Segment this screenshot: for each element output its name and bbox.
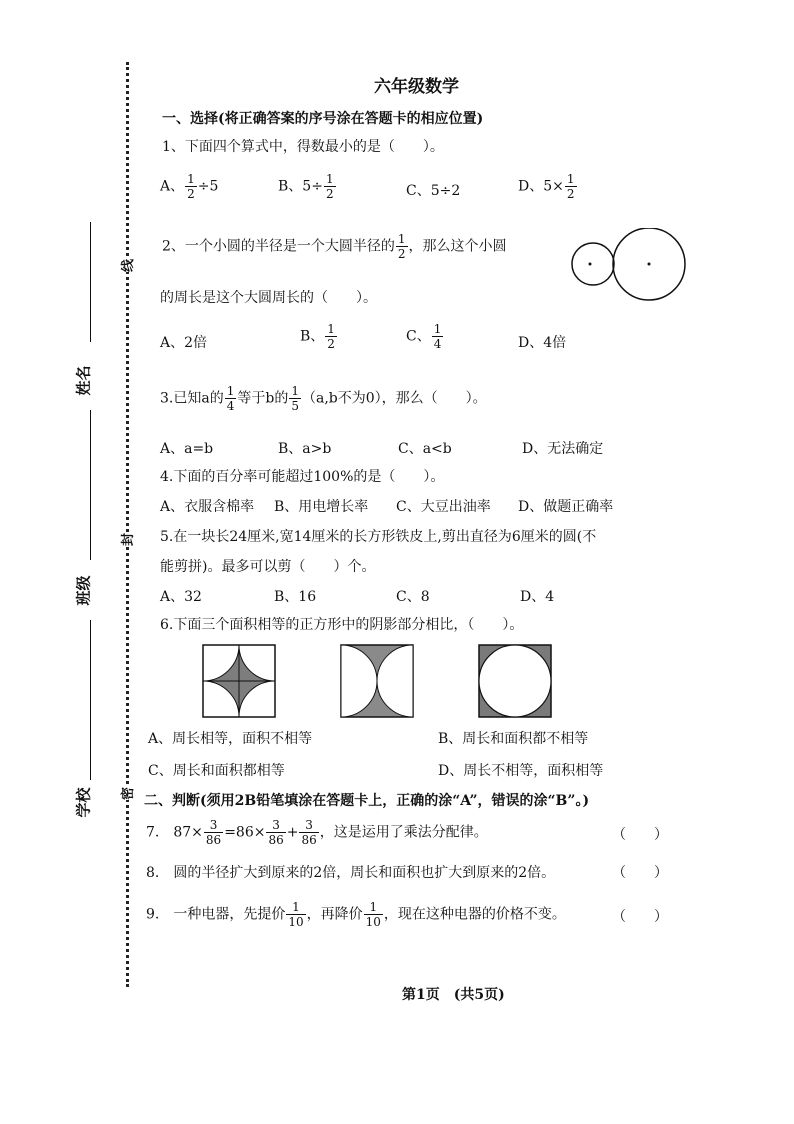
q2-option-c: C、 $\frac{1}{4}$ — [406, 322, 442, 351]
q6-option-b: B、周长和面积都不相等 — [438, 731, 589, 747]
cut-mark-secret: 密 — [117, 787, 136, 800]
q3-option-a: A、a=b — [160, 441, 214, 457]
q4-stem: 4.下面的百分率可能超过100%的是（ ）。 — [160, 469, 445, 485]
school-line — [90, 620, 91, 780]
q3-stem: 3.已知a的 $\frac{1}{4}$ 等于b的 $\frac{1}{5}$ （a,b不为0），那么（ ）。 — [160, 384, 487, 413]
section1-heading: 一、选择(将正确答案的序号涂在答题卡的相应位置) — [162, 111, 484, 127]
q5-option-d: D、4 — [520, 589, 555, 605]
q9-stem: 9. 一种电器，先提价 $\frac{1}{10}$ ，再降价 $\frac{1}{10}$ ，现在这种电器的价格不变。 — [146, 900, 566, 929]
q3-option-c: C、a<b — [398, 441, 452, 457]
page-footer: 第1页 (共5页) — [402, 987, 505, 1003]
q5-option-b: B、16 — [274, 589, 317, 605]
name-line — [90, 222, 91, 342]
q1-option-b: B、5÷ $\frac{1}{2}$ — [278, 172, 334, 201]
name-label: 姓名 — [74, 365, 93, 396]
page-title: 六年级数学 — [374, 77, 459, 97]
q2-option-b: B、 $\frac{1}{2}$ — [300, 322, 335, 351]
class-line — [90, 410, 91, 560]
q8-answer-paren: （ ） — [612, 865, 668, 881]
square-figure-star — [202, 644, 276, 718]
q8-stem: 8. 圆的半径扩大到原来的2倍，周长和面积也扩大到原来的2倍。 — [146, 865, 556, 881]
q1-option-a: A、 $\frac{1}{2}$ ÷5 — [160, 172, 219, 201]
q2-stem-line2: 的周长是这个大圆周长的（ ）。 — [160, 290, 377, 306]
cut-mark-seal: 封 — [117, 533, 136, 546]
class-label: 班级 — [74, 575, 93, 606]
q6-stem: 6.下面三个面积相等的正方形中的阴影部分相比，（ ）。 — [160, 617, 524, 633]
q4-option-b: B、用电增长率 — [274, 499, 369, 515]
square-figure-lens — [340, 644, 414, 718]
q1-option-c: C、5÷2 — [406, 183, 461, 199]
seal-line — [126, 62, 129, 987]
school-label: 学校 — [74, 787, 93, 818]
q3-option-b: B、a>b — [278, 441, 332, 457]
q1-option-d: D、5× $\frac{1}{2}$ — [518, 172, 575, 201]
q7-answer-paren: （ ） — [612, 827, 668, 843]
q5-stem: 5.在一块长24厘米,宽14厘米的长方形铁皮上,剪出直径为6厘米的圆(不 — [160, 529, 597, 545]
q7-stem: 7. 87× $\frac{3}{86}$ =86× $\frac{3}{86}$ + $\frac{3}{86}$ ，这是运用了乘法分配律。 — [146, 818, 488, 847]
q1-stem: 1、下面四个算式中，得数最小的是（ ）。 — [162, 139, 444, 155]
q4-option-a: A、衣服含棉率 — [160, 499, 255, 515]
q2-stem: 2、一个小圆的半径是一个大圆半径的 $\frac{1}{2}$ ，那么这个小圆 — [162, 232, 507, 261]
q6-option-a: A、周长相等，面积不相等 — [148, 731, 313, 747]
q2-option-d: D、4倍 — [518, 335, 567, 351]
q3-option-d: D、无法确定 — [522, 441, 604, 457]
section2-heading: 二、判断(须用2B铅笔填涂在答题卡上，正确的涂“A”，错误的涂“B”。) — [144, 793, 590, 809]
q9-answer-paren: （ ） — [612, 909, 668, 925]
q6-option-d: D、周长不相等，面积相等 — [438, 763, 604, 779]
q4-option-c: C、大豆出油率 — [396, 499, 491, 515]
q6-option-c: C、周长和面积都相等 — [148, 763, 285, 779]
cut-mark-line: 线 — [117, 259, 136, 272]
two-circles-figure — [568, 228, 692, 304]
q5-option-c: C、8 — [396, 589, 430, 605]
q4-option-d: D、做题正确率 — [518, 499, 614, 515]
square-figure-circle — [478, 644, 552, 718]
q5-option-a: A、32 — [160, 589, 202, 605]
q2-option-a: A、2倍 — [160, 335, 208, 351]
q5-stem-line2: 能剪拼)。最多可以剪（ ）个。 — [160, 559, 376, 575]
